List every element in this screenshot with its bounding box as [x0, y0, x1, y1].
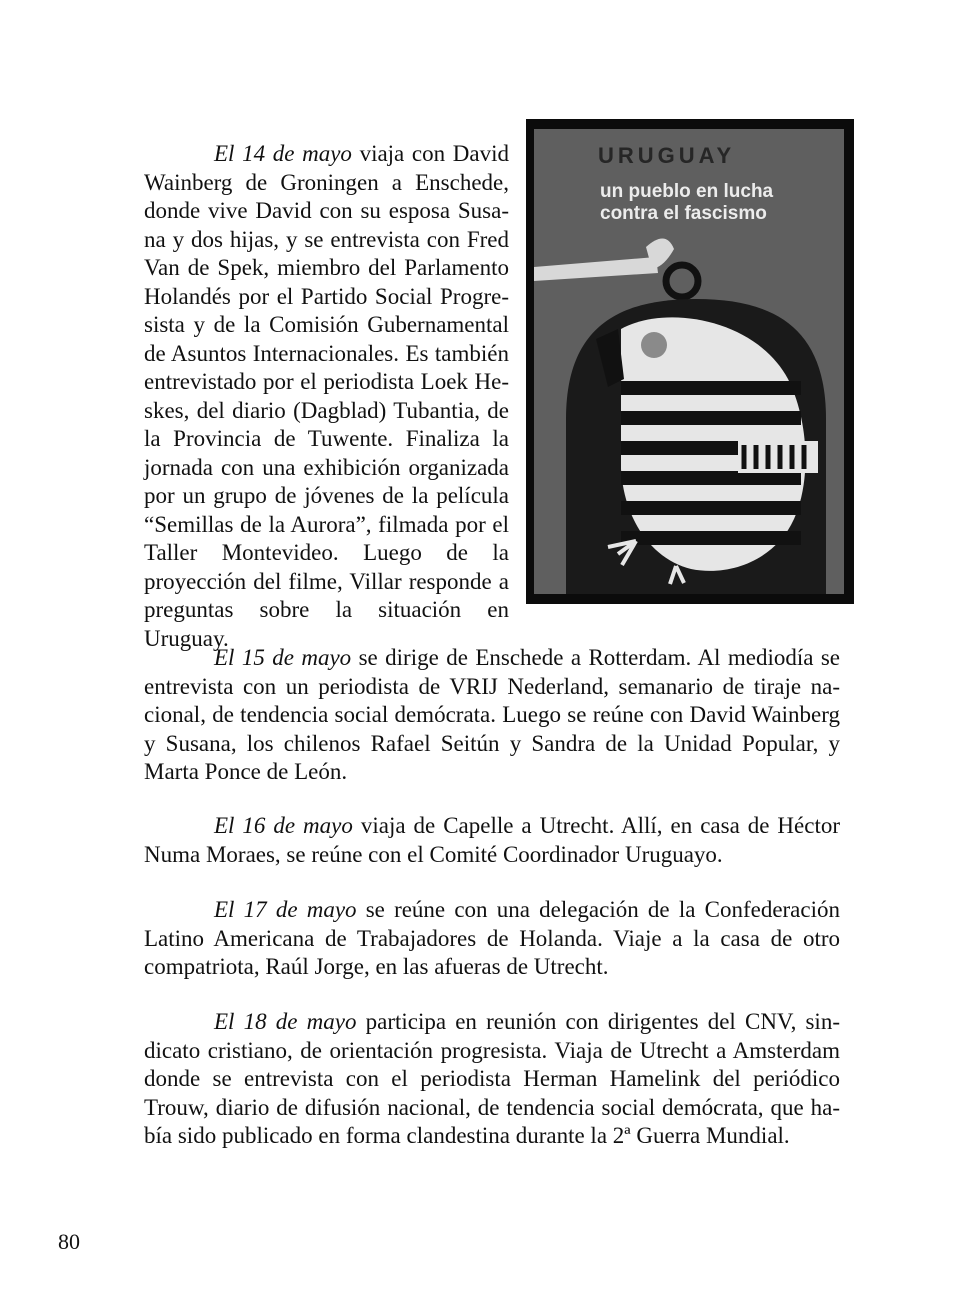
page-number: 80 — [58, 1229, 80, 1254]
poster-subtitle-line2: contra el fascismo — [600, 203, 767, 224]
date-may-14: El 14 de mayo — [214, 141, 352, 166]
poster-title: URUGUAY — [598, 143, 736, 168]
date-may-15: El 15 de mayo — [214, 645, 352, 670]
paragraph-may-17 — [144, 896, 840, 982]
date-may-17: El 17 de mayo — [214, 897, 357, 922]
paragraph-text: se reúne con una delegación de la Confederación Latino Americana de Trabajadores de Holanda. Viaje a la casa de otro compatriota, Raúl Jorge, en las afueras de Utrecht. — [144, 897, 840, 979]
date-may-18: El 18 de mayo — [214, 1009, 357, 1034]
poster-subtitle-line1: un pueblo en lucha — [600, 181, 774, 202]
paragraph-text: viaja con David Wainberg de Groningen a Enschede, donde vive David con su esposa Susana y dos hijas, y se entrevista con Fred Van de Spek, miembro del Parlamento Holandés por el Partido Social Progresista y de la Comisión Gubernamental de Asuntos Internacionales. Es también entrevistado por el periodista Loek Heskes, del diario (Dagblad) Tubantia, de la Provincia de Tuwente. Finaliza la jornada con una exhibición organizada por un grupo de jóvenes de la película “Semillas de la Aurora”, filmada por el Taller Montevideo. Luego de la proyección del filme, Villar responde a preguntas sobre la situación en Uruguay. — [144, 141, 509, 651]
paragraph-may-14 — [144, 140, 509, 653]
paragraph-text: se dirige de Enschede a Rotterdam. Al mediodía se entrevista con un periodista de VRIJ Nederland, semanario de tiraje nacional, de tendencia social demócrata. Luego se reúne con David Wainberg y Susana, los chilenos Rafael Seitún y Sandra de la Unidad Popular, y Marta Ponce de León. — [144, 645, 840, 784]
paragraph-may-18 — [144, 1008, 840, 1151]
paragraph-text: viaja de Capelle a Utrecht. Allí, en casa de Héctor Numa Moraes, se reúne con el Comité Coordinador Uruguayo. — [144, 813, 840, 867]
paragraph-may-16 — [144, 812, 840, 869]
paragraph-may-15 — [144, 644, 840, 787]
poster-image — [526, 119, 854, 604]
paragraph-text: participa en reunión con dirigentes del CNV, sindicato cristiano, de orientación progresista. Viaja de Utrecht a Amsterdam donde se entrevista con el periodista Herman Hamelink del periódico Trouw, diario de difusión nacional, de tendencia social demócrata, que había sido publicado en forma clandestina durante la 2ª Guerra Mundial. — [144, 1009, 840, 1148]
date-may-16: El 16 de mayo — [214, 813, 353, 838]
